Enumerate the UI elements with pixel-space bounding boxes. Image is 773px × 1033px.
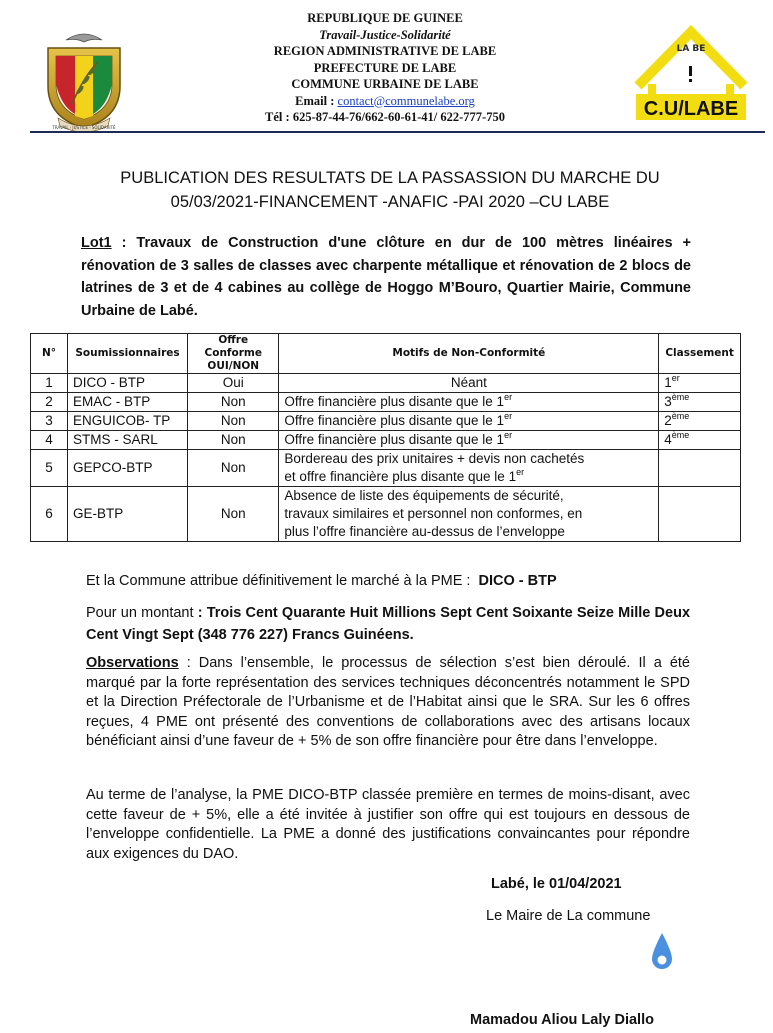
observations-label: Observations xyxy=(86,655,179,671)
row-conform: Non xyxy=(188,487,279,542)
attribution-pme: DICO - BTP xyxy=(478,573,557,589)
amount-label: Pour un montant xyxy=(86,605,194,621)
observations-paragraph xyxy=(86,654,690,752)
row-rank: 2ème xyxy=(659,412,741,431)
header-region: REGION ADMINISTRATIVE DE LABE xyxy=(273,44,497,58)
header-commune: COMMUNE URBAINE DE LABE xyxy=(291,77,479,91)
row-number: 2 xyxy=(31,393,68,412)
attribution-text: Et la Commune attribue définitivement le marché à la PME : xyxy=(86,573,471,589)
row-rank: 1er xyxy=(659,374,741,393)
signature-date: Labé, le 01/04/2021 xyxy=(491,876,622,892)
header-email-line xyxy=(200,93,570,110)
header-prefecture: PREFECTURE DE LABE xyxy=(313,60,457,75)
row-number: 1 xyxy=(31,374,68,393)
guinea-seal-emblem xyxy=(36,26,132,134)
row-motif: Offre financière plus disante que le 1er xyxy=(279,412,659,431)
row-conform: Non xyxy=(188,450,279,487)
table-row xyxy=(31,487,741,542)
amount-paragraph xyxy=(86,602,690,646)
col-header-bidders: Soumissionnaires xyxy=(67,334,187,374)
row-number: 3 xyxy=(31,412,68,431)
observations-text: : Dans l’ensemble, le processus de sélection s’est bien déroulé. Il a été marqué par la forte représentation des services techniques déconcentrés notamment le SPD et la Direction Préfectorale de l’Urbanisme et de l’Habitat ainsi que le SRA. Sur les 6 offres reçues, 4 PME ont présenté des conventions de collaborations avec des artisans locaux bénéficiant ainsi d’une faveur de + 5% de son offre financière pour être dans l’enveloppe. xyxy=(86,655,690,749)
row-conform: Non xyxy=(188,393,279,412)
col-header-conform: Offre Conforme OUI/NON xyxy=(188,334,279,374)
row-motif: Absence de liste des équipements de sécurité, travaux similaires et personnel non conformes, en plus l’offre financière au-dessus de l’enveloppe xyxy=(279,487,659,542)
title-line-1: PUBLICATION DES RESULTATS DE LA PASSASSION DU MARCHE DU xyxy=(120,169,660,187)
row-number: 4 xyxy=(31,431,68,450)
col-header-rank: Classement xyxy=(659,334,741,374)
title-line-2: 05/03/2021-FINANCEMENT -ANAFIC -PAI 2020 –CU LABE xyxy=(170,193,610,211)
row-rank xyxy=(659,487,741,542)
row-bidder: DICO - BTP xyxy=(67,374,187,393)
row-rank: 3ème xyxy=(659,393,741,412)
table-row xyxy=(31,393,741,412)
header-republic: REPUBLIQUE DE GUINEE xyxy=(307,11,463,25)
signature-title: Le Maire de La commune xyxy=(486,908,651,924)
row-motif: Bordereau des prix unitaires + devis non cachetés et offre financière plus disante que le 1er xyxy=(279,450,659,487)
row-bidder: STMS - SARL xyxy=(67,431,187,450)
water-drop-icon xyxy=(650,932,674,970)
col-header-number: N° xyxy=(31,334,68,374)
logo-text: C.U/LABE xyxy=(643,98,739,120)
lot-label: Lot1 xyxy=(81,235,112,251)
header-motto: Travail-Justice-Solidarité xyxy=(319,27,451,42)
row-bidder: EMAC - BTP xyxy=(67,393,187,412)
row-bidder: ENGUICOB- TP xyxy=(67,412,187,431)
lot-text: : Travaux de Construction d'une clôture en dur de 100 mètres linéaires + rénovation de 3 salles de classes avec charpente métallique et rénovation de 2 blocs de latrines de 3 et de 4 cabines au collège de Hoggo M’Bouro, Quartier Mairie, Commune Urbaine de Labé. xyxy=(81,235,691,319)
logo-arc-text: LA BE xyxy=(676,44,706,54)
cu-labe-logo xyxy=(632,24,750,124)
amount-value: : Trois Cent Quarante Huit Millions Sept Cent Soixante Seize Mille Deux Cent Vingt Sept (348 776 227) Francs Guinéens. xyxy=(86,605,691,643)
row-bidder: GE-BTP xyxy=(67,487,187,542)
email-link[interactable]: contact@communelabe.org xyxy=(337,93,475,108)
row-number: 5 xyxy=(31,450,68,487)
table-row xyxy=(31,374,741,393)
row-number: 6 xyxy=(31,487,68,542)
signatory-name: Mamadou Aliou Laly Diallo xyxy=(470,1012,654,1028)
table-row xyxy=(31,431,741,450)
row-bidder: GEPCO-BTP xyxy=(67,450,187,487)
analysis-paragraph: Au terme de l’analyse, la PME DICO-BTP classée première en termes de moins-disant, avec cette faveur de + 5%, elle a été invitée à justifier son offre qui est toujours en dessous de l’enveloppe confidentielle. La PME a donné des justifications convaincantes pour répondre aux exigences du DAO. xyxy=(86,787,690,862)
col-header-motifs: Motifs de Non-Conformité xyxy=(279,334,659,374)
letterhead xyxy=(200,10,570,126)
lot-description xyxy=(81,232,691,322)
row-conform: Oui xyxy=(188,374,279,393)
row-motif: Offre financière plus disante que le 1er xyxy=(279,431,659,450)
row-conform: Non xyxy=(188,412,279,431)
row-rank: 4ème xyxy=(659,431,741,450)
results-table xyxy=(30,333,741,542)
row-rank xyxy=(659,450,741,487)
attribution-line xyxy=(86,572,690,592)
seal-ribbon-text: TRAVAIL · JUSTICE · SOLIDARITÉ xyxy=(52,125,116,130)
header-divider xyxy=(30,131,765,133)
document-title xyxy=(60,166,720,214)
table-header-row xyxy=(31,334,741,374)
email-label: Email : xyxy=(295,93,335,108)
row-motif: Offre financière plus disante que le 1er xyxy=(279,393,659,412)
row-motif: Néant xyxy=(279,374,659,393)
row-conform: Non xyxy=(188,431,279,450)
table-row xyxy=(31,450,741,487)
table-row xyxy=(31,412,741,431)
header-phone: Tél : 625-87-44-76/662-60-61-41/ 622-777-750 xyxy=(265,110,505,124)
